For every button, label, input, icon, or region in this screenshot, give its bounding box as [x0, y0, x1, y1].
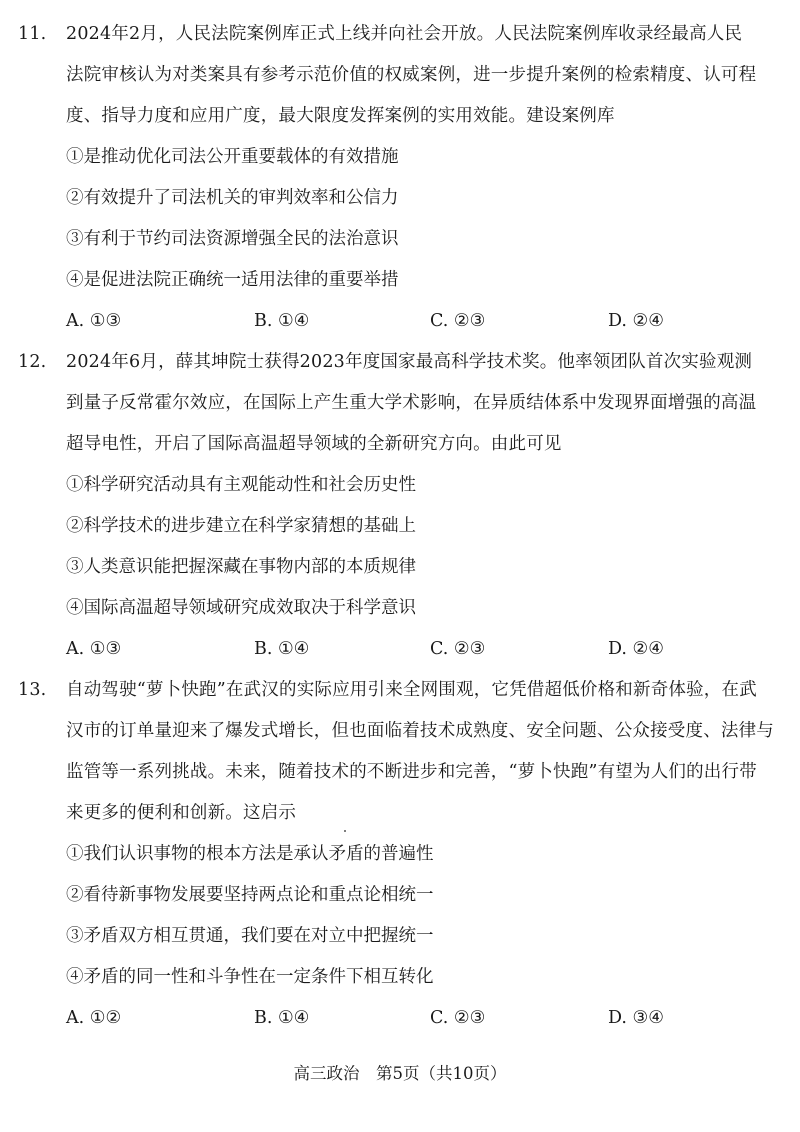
- question-number: 12.: [18, 352, 47, 372]
- statement-4: ④国际高温超导领域研究成效取决于科学意识: [66, 598, 416, 618]
- question-13: [18, 670, 788, 1039]
- option-c[interactable]: C. ②③: [430, 1008, 486, 1028]
- statement-3: ③矛盾双方相互贯通，我们要在对立中把握统一: [66, 926, 434, 946]
- option-a[interactable]: A. ①③: [66, 311, 122, 331]
- question-number: 13.: [18, 680, 47, 700]
- statement-4: ④矛盾的同一性和斗争性在一定条件下相互转化: [66, 967, 434, 987]
- question-11: [18, 14, 788, 342]
- question-stem-line: 汉市的订单量迎来了爆发式增长，但也面临着技术成熟度、安全问题、公众接受度、法律与: [66, 721, 774, 741]
- answer-options: [18, 998, 788, 1039]
- question-stem-text: 2024年6月，薛其坤院士获得2023年度国家最高科学技术奖。他率领团队首次实验观测: [66, 352, 753, 372]
- question-stem-line: 到量子反常霍尔效应，在国际上产生重大学术影响，在异质结体系中发现界面增强的高温: [66, 393, 757, 413]
- statement-1: ①是推动优化司法公开重要载体的有效措施: [66, 147, 399, 167]
- option-d[interactable]: D. ②④: [608, 639, 664, 659]
- statement-3: ③人类意识能把握深藏在事物内部的本质规律: [66, 557, 416, 577]
- option-b[interactable]: B. ①④: [254, 1008, 310, 1028]
- question-stem-line: [18, 342, 788, 383]
- statement-3: ③有利于节约司法资源增强全民的法治意识: [66, 229, 399, 249]
- statement-4: ④是促进法院正确统一适用法律的重要举措: [66, 270, 399, 290]
- statement-2: ②科学技术的进步建立在科学家猜想的基础上: [66, 516, 416, 536]
- answer-options: [18, 629, 788, 670]
- option-d[interactable]: D. ②④: [608, 311, 664, 331]
- question-stem-line: 来更多的便利和创新。这启示: [66, 803, 297, 823]
- option-b[interactable]: B. ①④: [254, 639, 310, 659]
- statement-1: ①我们认识事物的根本方法是承认矛盾的普遍性: [66, 844, 434, 864]
- question-12: [18, 342, 788, 670]
- question-stem-line: 度、指导力度和应用广度，最大限度发挥案例的实用效能。建设案例库: [66, 106, 615, 126]
- scan-speck: [344, 830, 346, 832]
- statement-1: ①科学研究活动具有主观能动性和社会历史性: [66, 475, 416, 495]
- option-a[interactable]: A. ①②: [66, 1008, 122, 1028]
- question-stem-text: 2024年2月，人民法院案例库正式上线并向社会开放。人民法院案例库收录经最高人民: [66, 24, 743, 44]
- option-b[interactable]: B. ①④: [254, 311, 310, 331]
- statement-2: ②有效提升了司法机关的审判效率和公信力: [66, 188, 399, 208]
- answer-options: [18, 301, 788, 342]
- question-stem-line: [18, 670, 788, 711]
- question-stem-line: [18, 14, 788, 55]
- question-stem-text: 自动驾驶“萝卜快跑”在武汉的实际应用引来全网围观，它凭借超低价格和新奇体验，在武: [66, 680, 757, 700]
- option-a[interactable]: A. ①③: [66, 639, 122, 659]
- option-c[interactable]: C. ②③: [430, 311, 486, 331]
- question-stem-line: 监管等一系列挑战。未来，随着技术的不断进步和完善，“萝卜快跑”有望为人们的出行带: [66, 762, 757, 782]
- question-stem-line: 超导电性，开启了国际高温超导领域的全新研究方向。由此可见: [66, 434, 562, 454]
- statement-2: ②看待新事物发展要坚持两点论和重点论相统一: [66, 885, 434, 905]
- page-footer: 高三政治 第5页（共10页）: [293, 1064, 507, 1083]
- option-c[interactable]: C. ②③: [430, 639, 486, 659]
- question-number: 11.: [18, 24, 47, 44]
- question-stem-line: 法院审核认为对类案具有参考示范价值的权威案例，进一步提升案例的检索精度、认可程: [66, 65, 757, 85]
- option-d[interactable]: D. ③④: [608, 1008, 664, 1028]
